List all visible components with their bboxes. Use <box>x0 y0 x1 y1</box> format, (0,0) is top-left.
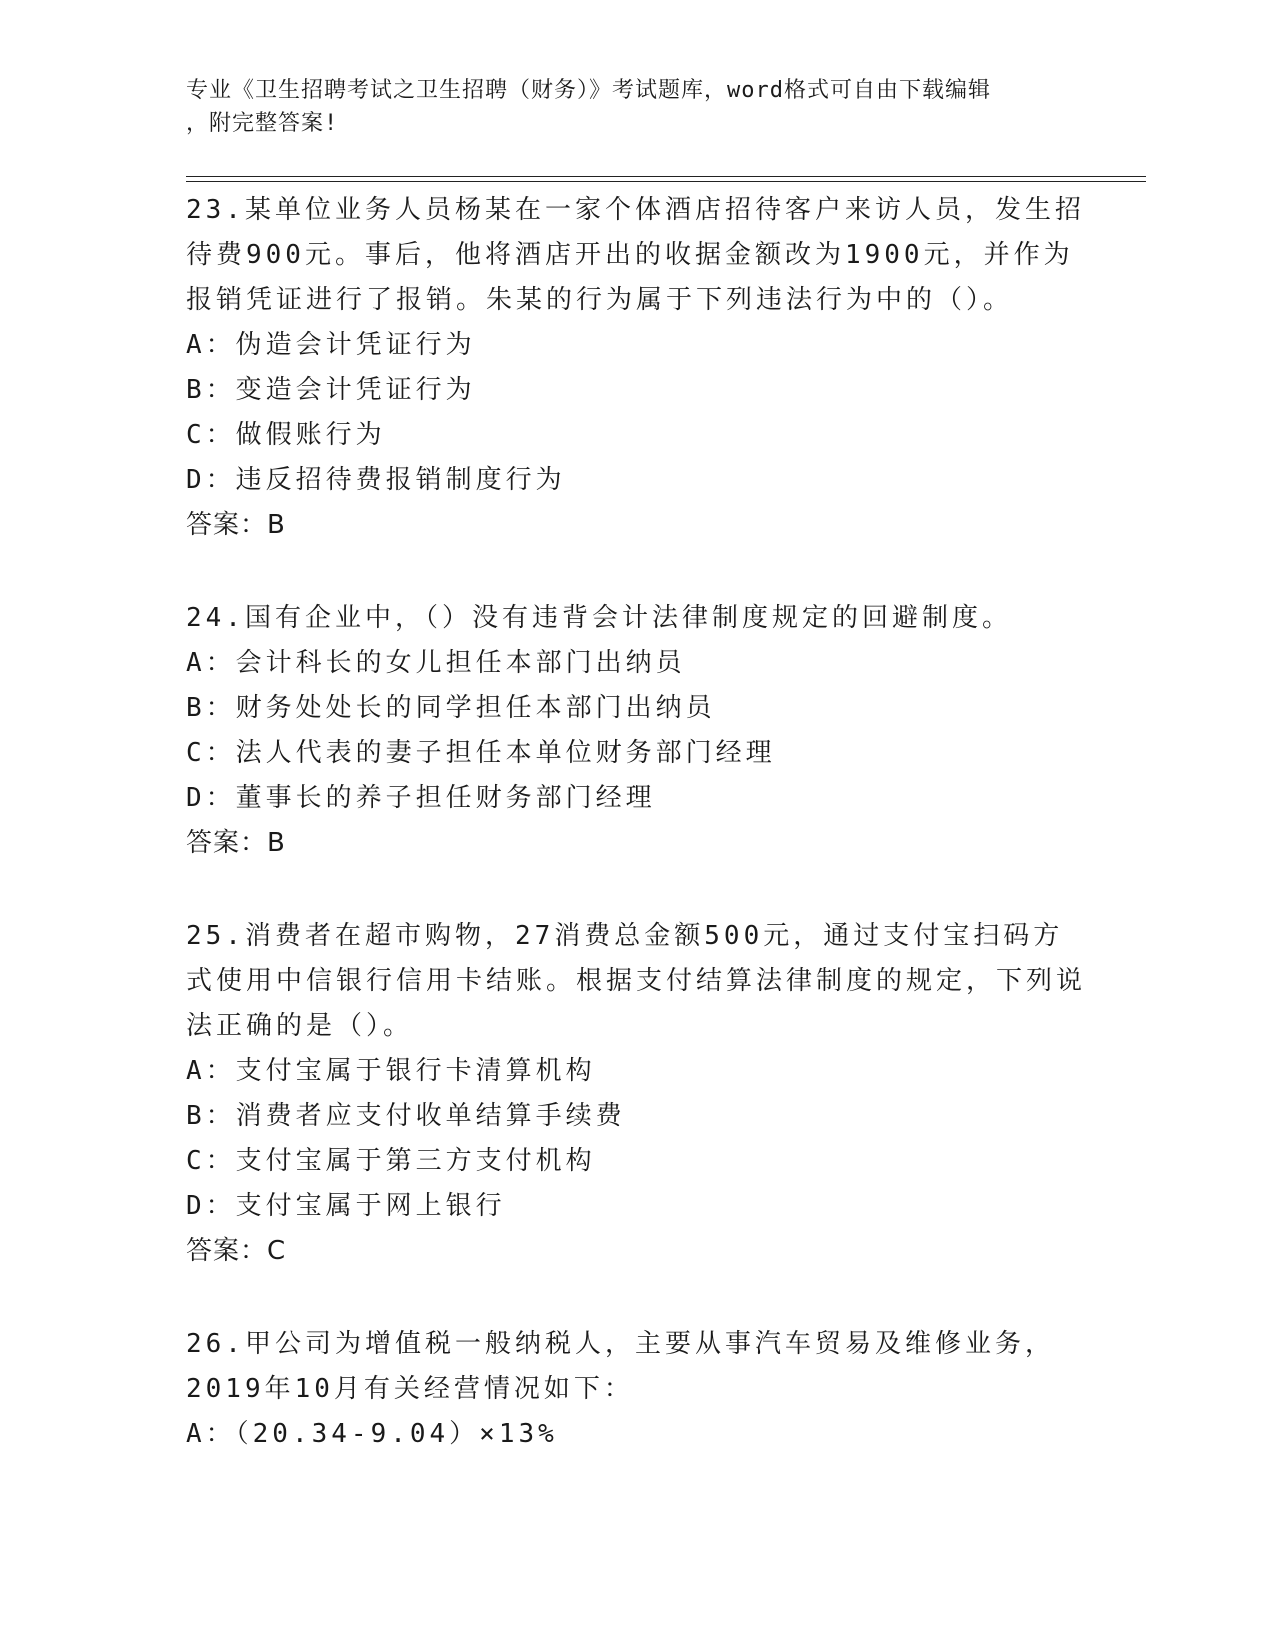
answer: 答案：B <box>186 510 286 540</box>
option-c: C：做假账行为 <box>186 420 386 450</box>
question-24 <box>186 596 1086 866</box>
question-stem: 26.甲公司为增值税一般纳税人，主要从事汽车贸易及维修业务，2019年10月有关经营情况如下： <box>186 1329 1055 1404</box>
question-25 <box>186 914 1086 1274</box>
answer: 答案：B <box>186 828 286 858</box>
option-d: D：支付宝属于网上银行 <box>186 1191 506 1221</box>
document-header <box>186 74 1086 140</box>
option-d: D：违反招待费报销制度行为 <box>186 465 566 495</box>
header-line-1: 专业《卫生招聘考试之卫生招聘（财务）》考试题库，word格式可自由下载编辑 <box>186 78 991 103</box>
option-b: B：消费者应支付收单结算手续费 <box>186 1101 626 1131</box>
header-divider-top <box>186 176 1146 177</box>
question-26 <box>186 1322 1086 1457</box>
question-stem: 23.某单位业务人员杨某在一家个体酒店招待客户来访人员，发生招待费900元。事后，他将酒店开出的收据金额改为1900元，并作为报销凭证进行了报销。朱某的行为属于下列违法行为中的（）。 <box>186 195 1085 315</box>
option-c: C：支付宝属于第三方支付机构 <box>186 1146 596 1176</box>
option-c: C：法人代表的妻子担任本单位财务部门经理 <box>186 738 776 768</box>
question-23 <box>186 188 1086 548</box>
option-d: D：董事长的养子担任财务部门经理 <box>186 783 656 813</box>
question-stem: 24.国有企业中，（）没有违背会计法律制度规定的回避制度。 <box>186 603 1012 633</box>
option-b: B：财务处处长的同学担任本部门出纳员 <box>186 693 716 723</box>
option-a: A：支付宝属于银行卡清算机构 <box>186 1056 596 1086</box>
option-a: A：会计科长的女儿担任本部门出纳员 <box>186 648 686 678</box>
question-stem: 25.消费者在超市购物，27消费总金额500元，通过支付宝扫码方式使用中信银行信用卡结账。根据支付结算法律制度的规定，下列说法正确的是（）。 <box>186 921 1087 1041</box>
option-a: A：（20.34-9.04）×13% <box>186 1419 558 1449</box>
option-b: B：变造会计凭证行为 <box>186 375 476 405</box>
header-line-2: ，附完整答案! <box>186 111 339 136</box>
option-a: A：伪造会计凭证行为 <box>186 330 476 360</box>
header-divider-bottom <box>186 181 1146 182</box>
answer: 答案：C <box>186 1236 287 1266</box>
